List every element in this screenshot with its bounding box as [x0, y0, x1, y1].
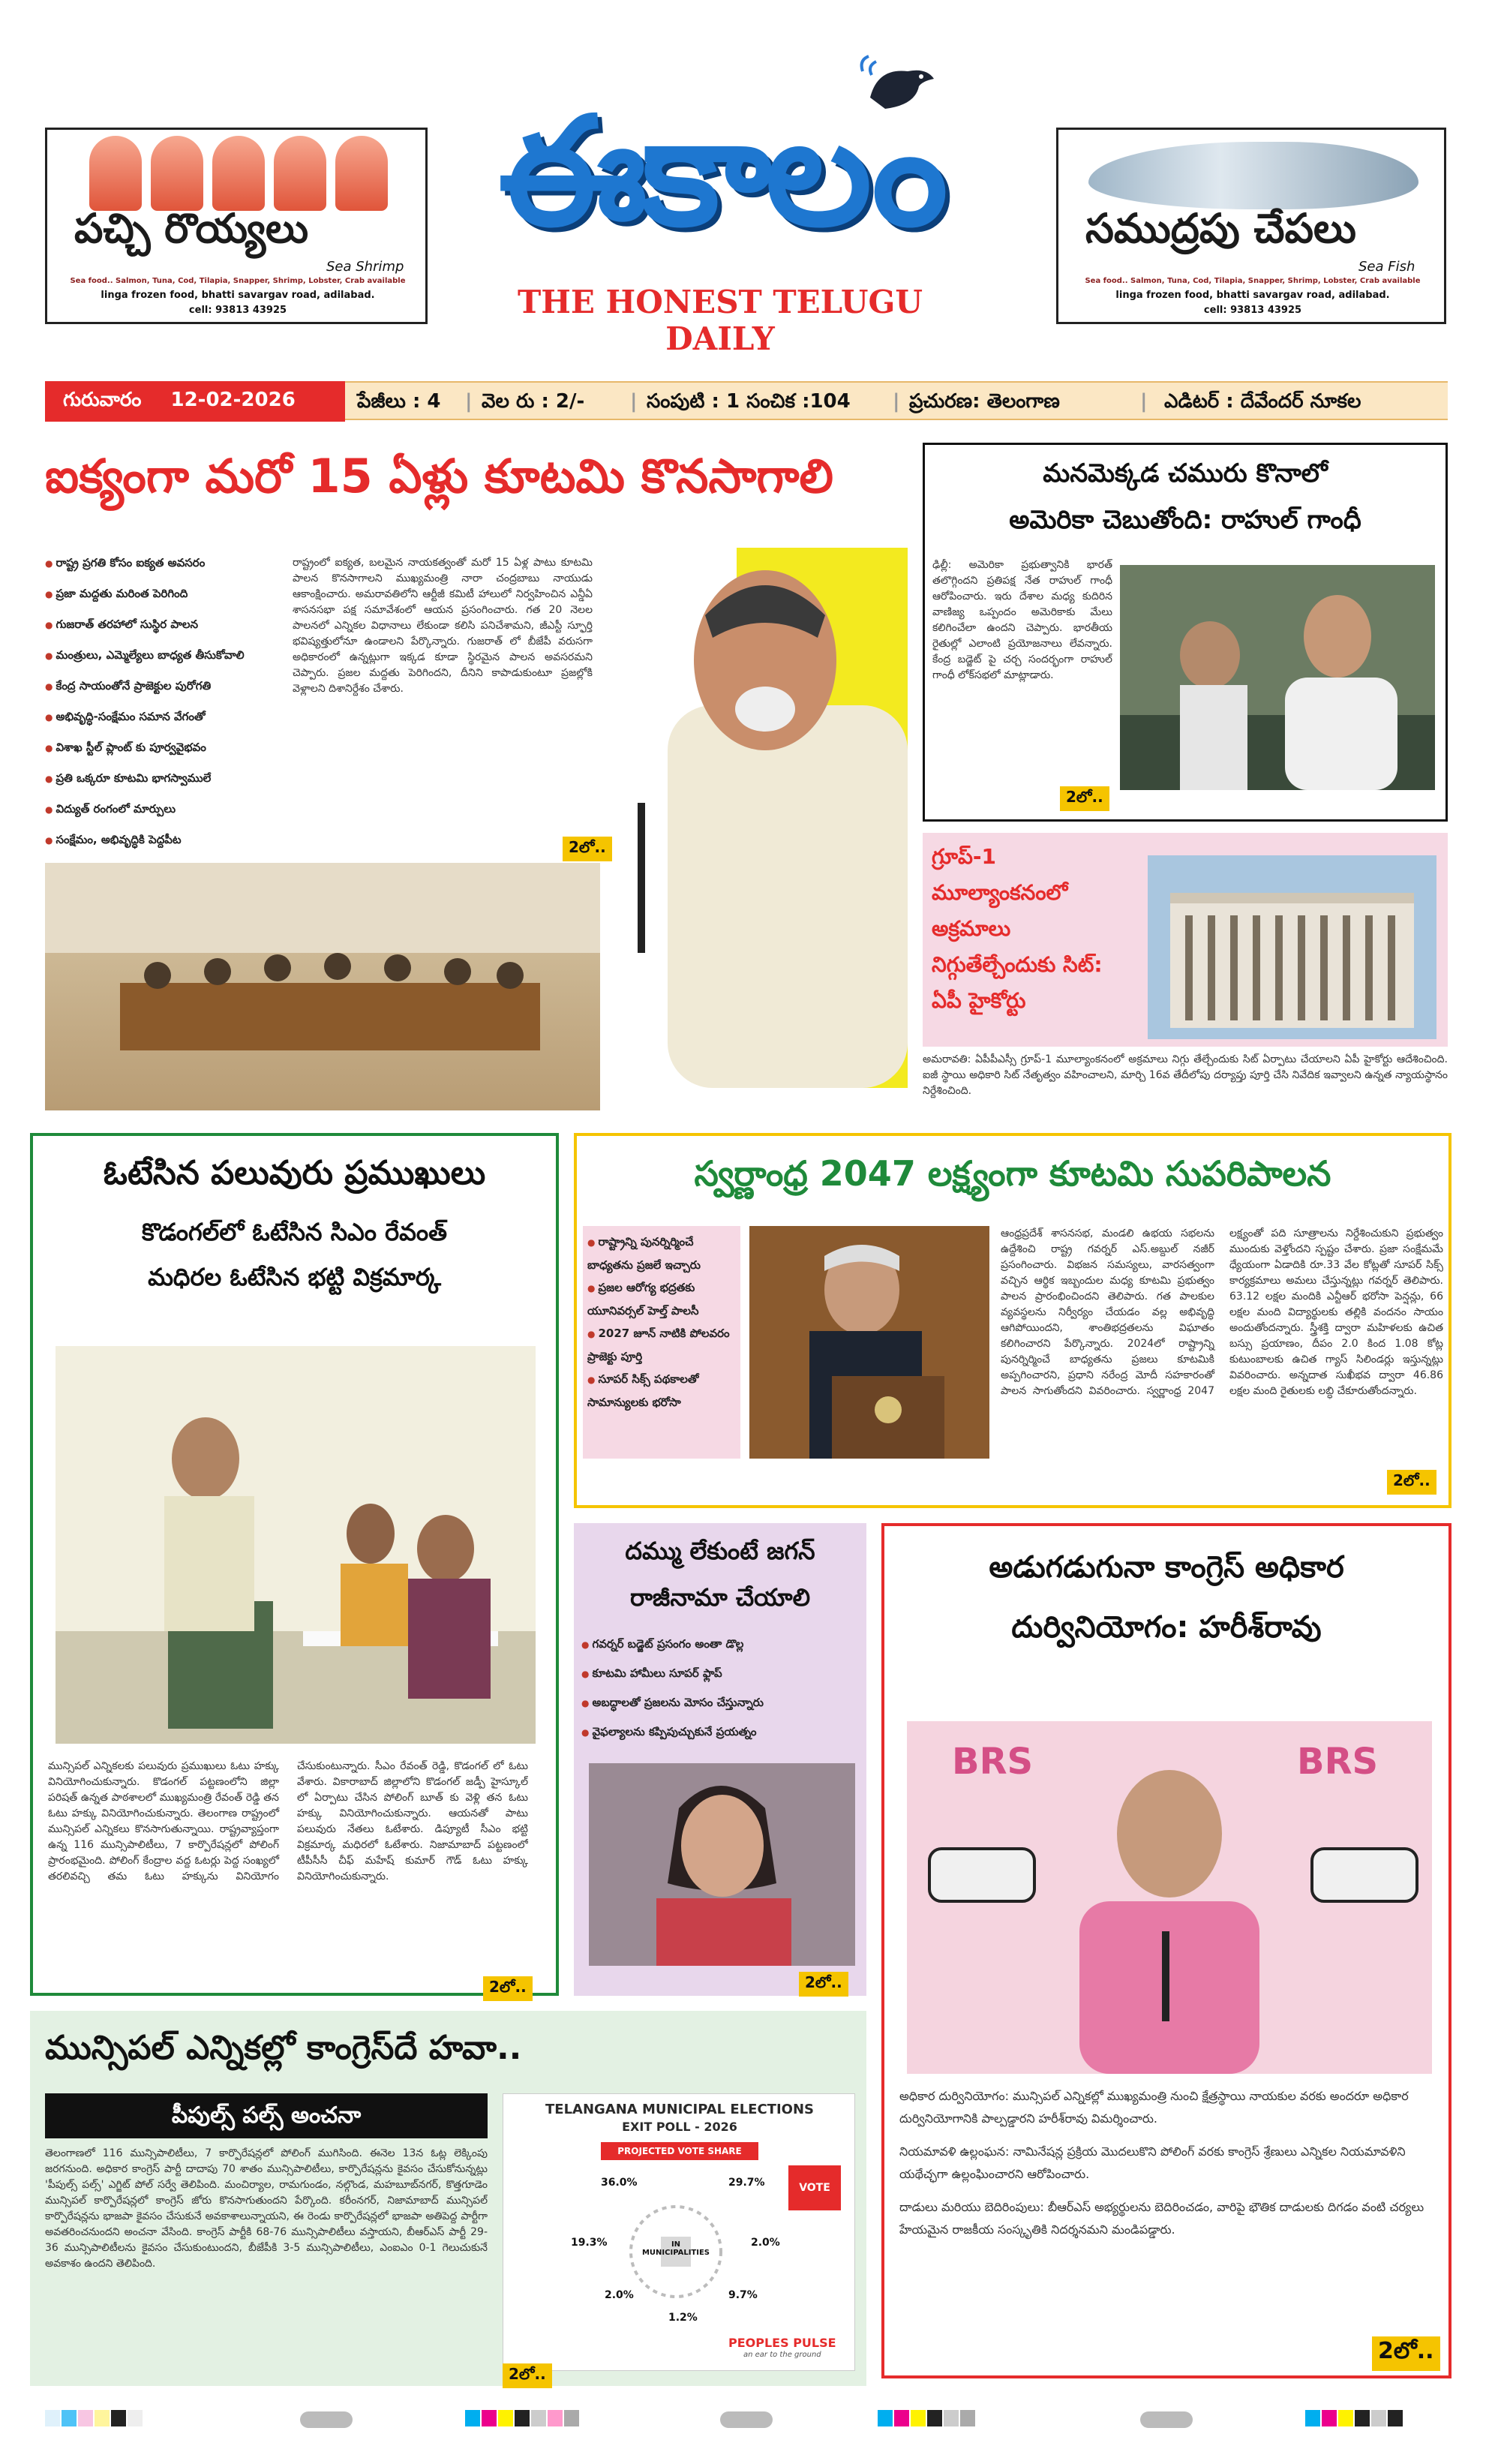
- exit-poll-ring: [586, 2169, 766, 2334]
- ad-left-title: పచ్చి రొయ్యలు: [74, 205, 309, 252]
- swarna-bullet-box: [583, 1226, 740, 1459]
- jagan-continued-tag[interactable]: 2లో..: [799, 1972, 848, 1997]
- jagan-bullet: ● కూటమి హామీలు సూపర్ ఫ్లాప్: [581, 1659, 863, 1688]
- ad-right-title: సముద్రపు చేపలు: [1085, 205, 1356, 252]
- meeting-photo: [45, 863, 600, 1110]
- exit-poll-share: 2.0%: [605, 2289, 634, 2301]
- ad-right-subtitle: Sea Fish: [1358, 259, 1415, 275]
- dateline-pages: పేజీలు : 4: [357, 390, 441, 413]
- group1-headline-3: అక్రమాలు: [932, 916, 1011, 941]
- jagan-headline-2: రాజీనామా చేయాలి: [629, 1583, 811, 1612]
- exit-poll-share: 19.3%: [571, 2237, 608, 2249]
- jagan-story[interactable]: [574, 1523, 866, 1996]
- swarna-bullet: ● సూపర్ సిక్స్ పథకాలతో సామాన్యులకు భరోసా: [587, 1368, 736, 1414]
- voters-continued-tag[interactable]: 2లో..: [483, 1976, 533, 2001]
- dateline-bar: గురువారం 12-02-2026 పేజీలు : 4 | వెల రు : 2/- | సంపుటి : 1 సంచిక :104 | ప్రచురణ: తెలంగాణ | ఎడిటర్ : దేవేందర్ నూకల: [45, 381, 1448, 420]
- lead-bullet: ● ప్రజా మద్దతు మరింత పెరిగింది: [45, 578, 285, 609]
- ad-right-line3: cell: 93813 43925: [1203, 305, 1302, 316]
- dateline-volume: సంపుటి : 1 సంచిక :104: [647, 390, 851, 413]
- governor-photo: [749, 1226, 989, 1459]
- harish-headline-2: దుర్వినియోగం: హరీశ్‌రావు: [1011, 1610, 1322, 1645]
- rahul-headline-1: మనమెక్కడ చమురు కొనాలో: [1043, 458, 1328, 488]
- exit-poll-share: 29.7%: [728, 2177, 765, 2189]
- harish-point: అధికార దుర్వినియోగం: మున్సిపల్ ఎన్నికల్లో ముఖ్యమంత్రి నుంచి క్షేత్రస్థాయి నాయకుల వరకు అందరూ అధికార దుర్వినియోగానికి పాల్పడ్డారని హరీశ్‌రావు విమర్శించారు.: [899, 2089, 1409, 2126]
- municipal-band: [45, 2093, 488, 2138]
- swarna-headline: స్వర్ణాంధ్ర 2047 లక్ష్యంగా కూటమి సుపరిపాలన: [694, 1153, 1331, 1194]
- lead-bullet: ● విశాఖ స్టీల్ ప్లాంట్ కు పూర్వవైభవం: [45, 732, 285, 763]
- sharmila-photo: [589, 1763, 855, 1966]
- masthead-title: ఈకాలం: [498, 85, 942, 260]
- ad-left-line1: Sea food.. Salmon, Tuna, Cod, Tilapia, Snapper, Shrimp, Lobster, Crab available: [70, 277, 406, 285]
- ad-right-line1: Sea food.. Salmon, Tuna, Cod, Tilapia, Snapper, Shrimp, Lobster, Crab available: [1085, 277, 1421, 285]
- jagan-bullet-list: [581, 1630, 863, 1747]
- exit-poll-brand-sub: an ear to the ground: [743, 2351, 821, 2359]
- rahul-story[interactable]: [923, 443, 1448, 822]
- swarna-bullet: ● 2027 జూన్ నాటికి పోలవరం ప్రాజెక్టు పూర్తి: [587, 1322, 736, 1368]
- dateline-date: 12-02-2026: [170, 389, 296, 411]
- ballot-box-icon: VOTE: [788, 2165, 841, 2210]
- dateline-editor: ఎడిటర్ : దేవేందర్ నూకల: [1164, 390, 1361, 413]
- harish-points: [899, 2085, 1439, 2241]
- municipal-band-text: పీపుల్స్ పల్స్ అంచనా: [171, 2102, 362, 2129]
- municipal-continued-tag[interactable]: 2లో..: [503, 2363, 552, 2388]
- ad-left-line2: linga frozen food, bhatti savargav road, adilabad.: [101, 290, 375, 301]
- dateline-day: గురువారం: [63, 389, 142, 411]
- ad-left-subtitle: Sea Shrimp: [326, 259, 404, 275]
- exit-poll-graphic: [503, 2093, 855, 2371]
- group1-body: అమరావతి: ఏపీపీఎస్సీ గ్రూప్-1 మూల్యాంకనంలో అక్రమాలు నిగ్గు తేల్చేందుకు సిట్ ఏర్పాటు చేయాలని ఏపీ హైకోర్టు ఆదేశించింది. ఐజీ స్థాయి అధికారి సిట్ నేతృత్వం వహించాలని, మార్చి 16వ తేదీలోపు దర్యాప్తు పూర్తి చేసి నివేదిక ఇవ్వాలని ఉన్నత న్యాయస్థానం నిర్దేశించింది.: [923, 1053, 1448, 1097]
- swarna-bullet: ● రాష్ట్రాన్ని పునర్నిర్మించే బాధ్యతను ప్రజలే ఇచ్చారు: [587, 1230, 736, 1276]
- municipal-headline: మున్సిపల్ ఎన్నికల్లో కాంగ్రెస్‌దే హవా..: [45, 2029, 522, 2067]
- voting-photo: [56, 1346, 536, 1744]
- harish-point: దాడులు మరియు బెదిరింపులు: బీఆర్ఎస్ అభ్యర్థులను బెదిరించడం, వారిపై భౌతిక దాడులకు దిగడం వంటి చర్యలు హేయమైన రాజకీయ సంస్కృతికి నిదర్శనమని మండిపడ్డారు.: [899, 2200, 1424, 2237]
- ad-left[interactable]: [45, 128, 428, 324]
- group1-headline-4: నిగ్గుతేల్చేందుకు సిట్:: [932, 952, 1103, 977]
- rahul-headline-2: అమెరికా చెబుతోంది: రాహుల్ గాంధీ: [1009, 505, 1361, 535]
- swarna-bullet: ● ప్రజల ఆరోగ్య భద్రతకు యూనివర్సల్ హెల్త్ పాలసీ: [587, 1276, 736, 1322]
- rahul-photo: [1120, 565, 1435, 790]
- color-registration-strip: [45, 2410, 1448, 2432]
- dateline-day-box: [45, 381, 345, 422]
- lead-story[interactable]: [45, 435, 908, 1110]
- group1-headline-1: గ్రూప్-1: [932, 844, 997, 869]
- exit-poll-share: 2.0%: [751, 2237, 780, 2249]
- harish-continued-tag[interactable]: 2లో..: [1372, 2336, 1440, 2371]
- masthead-tagline: THE HONEST TELUGU DAILY: [517, 284, 923, 357]
- harish-photo: [907, 1721, 1432, 2074]
- lead-continued-tag[interactable]: 2లో..: [563, 837, 612, 861]
- svg-text:BRS: BRS: [1297, 1741, 1379, 1783]
- voters-story[interactable]: [30, 1133, 559, 1996]
- lead-headline: ఐక్యంగా మరో 15 ఏళ్లు కూటమి కొనసాగాలి: [45, 449, 833, 503]
- rahul-body: ఢిల్లీ: అమెరికా ప్రభుత్వానికి భారత్ తలొగ్గిందని ప్రతిపక్ష నేత రాహుల్ గాంధీ ఆరోపించారు. ఇరు దేశాల మధ్య కుదిరిన వాణిజ్య ఒప్పందం అమెరికాకు మేలు కలిగించేలా ఉందని చెప్పారు. భారతీయ రైతుల్లో ఎలాంటి ప్రయోజనాలు లేవన్నారు. కేంద్ర బడ్జెట్ పై చర్చ సందర్భంగా రాహుల్ గాంధీ లోక్‌సభలో మాట్లాడారు.: [932, 559, 1112, 681]
- harish-story[interactable]: [881, 1523, 1451, 2378]
- voters-headline: ఓటేసిన పలువురు ప్రముఖులు: [103, 1154, 486, 1192]
- lead-bullet: ● విద్యుత్ రంగంలో మార్పులు: [45, 794, 285, 825]
- lead-bullet-list: [45, 548, 285, 855]
- ad-left-line3: cell: 93813 43925: [188, 305, 287, 316]
- municipal-body: తెలంగాణలో 116 మున్సిపాలిటీలు, 7 కార్పొరేషన్లలో పోలింగ్ ముగిసింది. ఈనెల 13న ఓట్ల లెక్కింపు జరగనుంది. అధికార కాంగ్రెస్ పార్టీ దాదాపు 70 శాతం మున్సిపాలిటీలు, కార్పొరేషన్లను కైవసం చేసుకోనున్నట్లు 'పీపుల్స్ పల్స్' ఎగ్జిట్ పోల్ సర్వే తెలిపింది. మంచిర్యాల, రామగుండం, నల్గొండ, మహబూబ్‌నగర్, కొత్తగూడెం మున్సిపల్ కార్పొరేషన్లలో కాంగ్రెస్ జోరు కొనసాగుతుందని పేర్కొంది. కరీంనగర్, నిజామాబాద్ మున్సిపల్ కార్పొరేషన్లను భాజపా కైవసం చేసుకునే అవకాశాలున్నాయని, ఈ రెండు కార్పొరేషన్లలో భాజపా అతిపెద్ద పార్టీగా అవతరించనుందని అంచనా వేసింది. కాంగ్రెస్ పార్టీకి 68-76 మున్సిపాలిటీలు వస్తాయని, బీఆర్ఎస్ పార్టీ 29-36 మున్సిపాలిటీలను కైవసం చేసుకుంటుందని, బీజేపీకి 3-5 మున్సిపాలిటీలు, ఎంఐఎం 0-1 గెలుచుకునే అవకాశం ఉందని తెలిపింది.: [45, 2147, 488, 2270]
- swarna-body: ఆంధ్రప్రదేశ్ శాసనసభ, మండలి ఉభయ సభలను ఉద్దేశించి రాష్ట్ర గవర్నర్ ఎస్.అబ్దుల్ నజీర్ ప్రసంగించారు. విభజన సమస్యలు, వారసత్వంగా వచ్చిన ఆర్థిక ఇబ్బందుల మధ్య కూటమి ప్రభుత్వం పాలన ప్రారంభించిందని తెలిపారు. గత పాలకుల వ్యవస్థలను నిర్వీర్యం చేయడం వల్ల అభివృద్ధి ఆగిపోయిందని, శాంతిభద్రతలను విఘాతం కలిగించారని పేర్కొన్నారు. 2024లో రాష్ట్రాన్ని పునర్నిర్మించే బాధ్యతను ప్రజలు కూటమికి అప్పగించారని, ప్రధాని నరేంద్ర మోదీ సహకారంతో పాలన సాగుతోందని వివరించారు. స్వర్ణాంధ్ర 2047 లక్ష్యంతో పది సూత్రాలను నిర్దేశించుకుని ప్రభుత్వం ముందుకు వెళ్తోందని స్పష్టం చేశారు. ప్రజా సంక్షేమమే ధ్యేయంగా ఏడాదికి రూ.33 వేల కోట్లతో సూపర్ సిక్స్ కార్యక్రమాలు అమలు చేస్తున్నట్లు గవర్నర్ తెలిపారు. 63.12 లక్షల మందికి ఎన్టీఆర్ భరోసా పెన్షన్లు, 66 లక్షల మంది విద్యార్థులకు తల్లికి వందనం సాయం అందుతోందన్నారు. స్త్రీశక్తి ద్వారా మహిళలకు ఉచిత బస్సు ప్రయాణం, దీపం 2.0 కింద 1.08 కోట్ల కుటుంబాలకు ఉచిత గ్యాస్ సిలిండర్లు ఇస్తున్నట్లు వివరించారు. అన్నదాత సుఖీభవ ద్వారా 46.86 లక్షల మంది రైతులకు లబ్ధి చేకూరుతోందన్నారు.: [1001, 1227, 1443, 1397]
- ad-right[interactable]: [1056, 128, 1446, 324]
- lead-bullet: ● గుజరాత్ తరహాలో సుస్థిర పాలన: [45, 609, 285, 640]
- exit-poll-share: 9.7%: [728, 2289, 758, 2301]
- lead-bullet: ● మంత్రులు, ఎమ్మెల్యేలు బాధ్యత తీసుకోవాలి: [45, 640, 285, 671]
- fish-photo: [1088, 142, 1418, 209]
- harish-headline-1: అడుగడుగునా కాంగ్రెస్ అధికార: [989, 1550, 1344, 1585]
- jagan-headline-1: దమ్ము లేకుంటే జగన్: [625, 1537, 815, 1565]
- swarna-story[interactable]: [574, 1133, 1451, 1508]
- group1-story[interactable]: [923, 833, 1448, 1118]
- exit-poll-brand: PEOPLES PULSE: [728, 2336, 836, 2350]
- jagan-bullet: ● వైఫల్యాలను కప్పిపుచ్చుకునే ప్రయత్నం: [581, 1717, 863, 1747]
- group1-headline-2: మూల్యాంకనంలో: [932, 880, 1068, 905]
- voters-sub-2: మధిరల ఓటేసిన భట్టి విక్రమార్క: [148, 1263, 441, 1291]
- lead-portrait-photo: [623, 548, 908, 1088]
- group1-headline-5: ఏపీ హైకోర్టు: [932, 988, 1026, 1013]
- dateline-price: వెల రు : 2/-: [482, 390, 585, 413]
- voters-body: మున్సిపల్ ఎన్నికలకు పలువురు ప్రముఖులు ఓటు హక్కు వినియోగించుకున్నారు. కొడంగల్ పట్టణంలోని జిల్లా పరిషత్ ఉన్నత పాఠశాలలో ముఖ్యమంత్రి రేవంత్ రెడ్డి తన ఓటు హక్కు వినియోగించుకున్నారు. తెలంగాణ రాష్ట్రంలో మున్సిపల్ ఎన్నికలు కొనసాగుతున్నాయి. రాష్ట్రవ్యాప్తంగా ఉన్న 116 మున్సిపాలిటీలు, 7 కార్పొరేషన్లలో పోలింగ్ ప్రారంభమైంది. పోలింగ్ కేంద్రాల వద్ద ఓటర్లు పెద్ద సంఖ్యలో తరలివచ్చి తమ ఓటు హక్కును వినియోగం చేసుకుంటున్నారు. సీఎం రేవంత్ రెడ్డి, కొడంగల్ లో ఓటు వేశారు. వికారాబాద్ జిల్లాలోని కొడంగల్ జడ్పీ హైస్కూల్ లో ఏర్పాటు చేసిన పోలింగ్ బూత్ కు వెళ్లి తన ఓటు హక్కు వినియోగించుకున్నారు. ఆయనతో పాటు పలువురు నేతలు ఓటేశారు. డిప్యూటీ సీఎం భట్టి విక్రమార్క మధిరలో ఓటేశారు. నిజామాబాద్ పట్టణంలో టీపీసీసీ చీఫ్ మహేష్ కుమార్ గౌడ్ ఓటు హక్కు వినియోగించుకున్నారు.: [48, 1760, 528, 1883]
- ad-right-line2: linga frozen food, bhatti savargav road, adilabad.: [1115, 290, 1390, 301]
- jagan-bullet: ● గవర్నర్ బడ్జెట్ ప్రసంగం అంతా డొల్ల: [581, 1630, 863, 1659]
- lead-body: రాష్ట్రంలో ఐక్యత, బలమైన నాయకత్వంతో మరో 15 ఏళ్ల పాటు కూటమి పాలన కొనసాగాలని ముఖ్యమంత్రి నారా చంద్రబాబు నాయుడు ఆకాంక్షించారు. అమరావతిలోని ఆర్టీజీ కమిటీ హాలులో నిర్వహించిన ఎన్డీఏ శాసనసభా పక్ష సమావేశంలో ఆయన ప్రసంగించారు. గత 20 నెలల పాలనలో ఎన్నికల విధానాలు లేకుండా కలిసి పనిచేశామని, జీఎస్టీ స్ఫూర్తి భవిష్యత్తులోనూ ఉండాలని పేర్కొన్నారు. గుజరాత్ లో బీజేపీ వరుసగా అధికారంలో ఉన్నట్లుగా ఇక్కడ కూడా స్థిరమైన పాలన అవసరమని చెప్పారు. ప్రజల మద్దతు పెరిగిందని, దీనిని కాపాడుకుంటూ ప్రజల్లోకి వెళ్లాలని దిశానిర్దేశం చేశారు.: [293, 557, 593, 695]
- lead-bullet: ● రాష్ట్ర ప్రగతి కోసం ఐక్యత అవసరం: [45, 548, 285, 578]
- exit-poll-center: IN MUNICIPALITIES: [641, 2240, 710, 2257]
- lead-bullet: ● ప్రతి ఒక్కరూ కూటమి భాగస్వాములే: [45, 763, 285, 794]
- lead-bullet: ● కేంద్ర సాయంతోనే ప్రాజెక్టుల పురోగతి: [45, 671, 285, 702]
- svg-text:BRS: BRS: [952, 1741, 1034, 1783]
- masthead-logo[interactable]: [465, 45, 975, 357]
- voters-sub-1: కొడంగల్‌లో ఓటేసిన సిఎం రేవంత్: [141, 1218, 448, 1246]
- rahul-continued-tag[interactable]: 2లో..: [1060, 786, 1109, 811]
- lead-bullet: ● అభివృద్ధి-సంక్షేమం సమాన వేగంతో: [45, 702, 285, 732]
- harish-point: నియమావళి ఉల్లంఘన: నామినేషన్ల ప్రక్రియ మొదలుకొని పోలింగ్ వరకు కాంగ్రెస్ శ్రేణులు ఎన్నికల నియమావళిని యథేచ్ఛగా ఉల్లంఘించారని ఆరోపించారు.: [899, 2144, 1406, 2181]
- exit-poll-title-1: TELANGANA MUNICIPAL ELECTIONS: [545, 2102, 814, 2117]
- exit-poll-share: 1.2%: [668, 2312, 698, 2324]
- swarna-continued-tag[interactable]: 2లో..: [1387, 1470, 1436, 1495]
- exit-poll-share: 36.0%: [601, 2177, 638, 2189]
- lead-bullet: ● సంక్షేమం, అభివృద్ధికి పెద్దపీట: [45, 825, 285, 855]
- exit-poll-title-2: EXIT POLL - 2026: [622, 2120, 737, 2134]
- highcourt-photo: [1148, 855, 1436, 1039]
- municipal-story[interactable]: [30, 2011, 866, 2386]
- exit-poll-caption: PROJECTED VOTE SHARE: [601, 2142, 758, 2160]
- jagan-bullet: ● అబద్ధాలతో ప్రజలను మోసం చేస్తున్నారు: [581, 1688, 863, 1717]
- dateline-circulation: ప్రచురణ: తెలంగాణ: [909, 390, 1060, 413]
